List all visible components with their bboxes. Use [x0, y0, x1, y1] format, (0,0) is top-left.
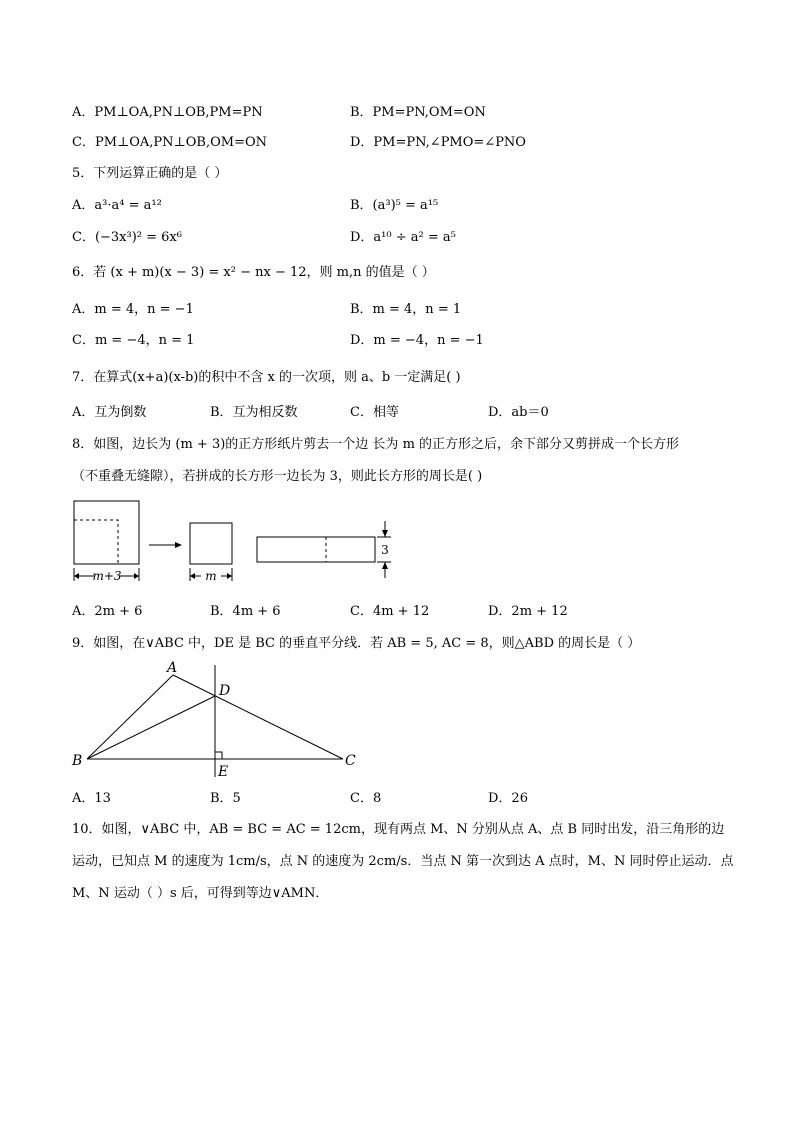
- q8-option-a: A．2m + 6: [72, 604, 143, 619]
- q8-stem-line2: （不重叠无缝隙），若拼成的长方形一边长为 3，则此长方形的周长是( ): [72, 469, 483, 484]
- q6-option-d: D．m = −4，n = −1: [350, 333, 484, 348]
- q9-side-ac: [173, 675, 343, 759]
- q5-option-b: B．(a³)⁵ = a¹⁵: [350, 198, 439, 213]
- q9-label-a: A: [167, 660, 178, 676]
- q7-option-b: B．互为相反数: [210, 405, 298, 420]
- q5-option-a: A．a³·a⁴ = a¹²: [72, 198, 162, 213]
- q9-option-c: C．8: [350, 791, 382, 806]
- q7-stem: 7．在算式(x+a)(x-b)的积中不含 x 的一次项，则 a、b 一定满足( ): [72, 370, 461, 385]
- q9-option-d: D．26: [488, 791, 528, 806]
- q8-result-rectangle: [257, 537, 375, 562]
- q9-label-d: D: [219, 683, 231, 699]
- q9-label-b: B: [72, 753, 83, 769]
- q5-stem: 5．下列运算正确的是（ ）: [72, 166, 228, 181]
- q9-triangle-figure: [60, 655, 370, 785]
- q6-stem: 6．若 (x + m)(x − 3) = x² − nx − 12，则 m,n 的值是（ ）: [72, 265, 435, 280]
- q7-option-a: A．互为倒数: [72, 405, 147, 420]
- q6-option-c: C．m = −4，n = 1: [72, 333, 195, 348]
- q9-option-a: A．13: [72, 791, 111, 806]
- q8-figure: [60, 495, 400, 590]
- q9-side-ab: [87, 675, 173, 759]
- q5-option-c: C．(−3x³)² = 6x⁶: [72, 230, 182, 245]
- q8-big-square: [74, 501, 139, 564]
- q8-label-small: m: [205, 569, 217, 583]
- q4-option-d: D．PM=PN,∠PMO=∠PNO: [350, 135, 526, 150]
- q4-option-a: A．PM⊥OA,PN⊥OB,PM=PN: [72, 105, 263, 120]
- q8-option-b: B．4m + 6: [210, 604, 281, 619]
- q9-option-b: B．5: [210, 791, 241, 806]
- q9-right-angle-mark: [215, 752, 222, 759]
- q6-option-a: A．m = 4，n = −1: [72, 302, 194, 317]
- q8-stem-line1: 8．如图，边长为 (m + 3)的正方形纸片剪去一个边 长为 m 的正方形之后，余下部分又剪拼成一个长方形: [72, 437, 680, 452]
- q4-option-b: B．PM=PN,OM=ON: [350, 105, 486, 120]
- q9-stem: 9．如图，在∨ABC 中，DE 是 BC 的垂直平分线．若 AB = 5, AC = 8，则△ABD 的周长是（ ）: [72, 636, 641, 651]
- q9-segment-bd: [87, 696, 215, 759]
- q8-option-d: D．2m + 12: [488, 604, 568, 619]
- q4-option-c: C．PM⊥OA,PN⊥OB,OM=ON: [72, 135, 267, 150]
- q7-option-d: D．ab＝0: [488, 405, 549, 420]
- q10-line1: 10．如图，∨ABC 中，AB = BC = AC = 12cm，现有两点 M、N 分别从点 A、点 B 同时出发，沿三角形的边: [72, 822, 725, 837]
- q8-cut-dashed-line: [74, 520, 118, 564]
- q9-label-e: E: [218, 764, 229, 780]
- q8-label-big: m+3: [92, 569, 122, 583]
- q7-option-c: C．相等: [350, 405, 399, 420]
- q10-line2: 运动，已知点 M 的速度为 1cm/s，点 N 的速度为 2cm/s．当点 N 第一次到达 A 点时，M、N 同时停止运动．点: [72, 854, 734, 869]
- q8-label-side: 3: [381, 543, 389, 557]
- q9-label-c: C: [345, 753, 356, 769]
- q8-small-square: [190, 523, 232, 564]
- q6-option-b: B．m = 4，n = 1: [350, 302, 462, 317]
- q8-option-c: C．4m + 12: [350, 604, 430, 619]
- q5-option-d: D．a¹⁰ ÷ a² = a⁵: [350, 230, 456, 245]
- q10-line3: M、N 运动（ ）s 后，可得到等边∨AMN．: [72, 886, 329, 901]
